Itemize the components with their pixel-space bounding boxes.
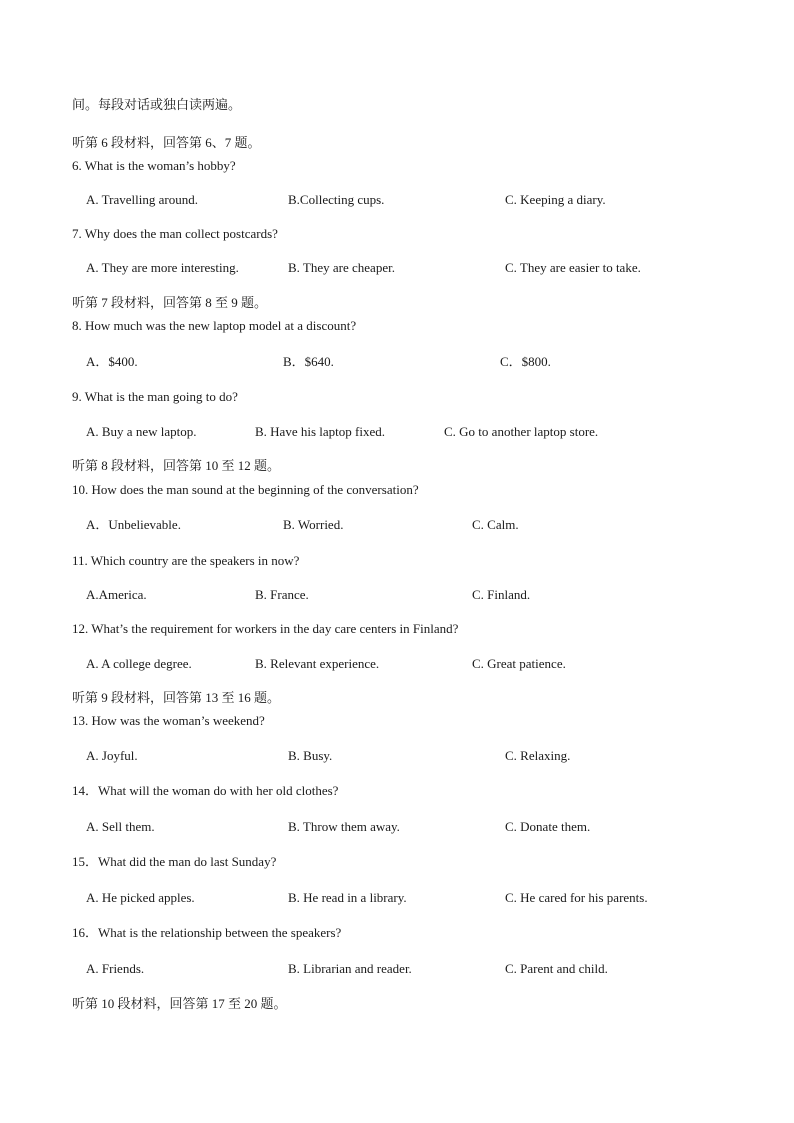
question-15: 15．What did the man do last Sunday? — [72, 854, 277, 869]
option-11c: C. Finland. — [472, 587, 531, 602]
question-7: 7. Why does the man collect postcards? — [72, 226, 278, 241]
option-9c: C. Go to another laptop store. — [444, 424, 599, 439]
option-8c: C．$800. — [500, 354, 551, 369]
option-6a: A. Travelling around. — [86, 192, 198, 207]
option-9a: A. Buy a new laptop. — [86, 424, 197, 439]
option-12a: A. A college degree. — [86, 656, 192, 671]
section-heading-7: 听第 7 段材料，回答第 8 至 9 题。 — [72, 295, 268, 310]
option-7b: B. They are cheaper. — [288, 260, 395, 275]
option-12c: C. Great patience. — [472, 656, 566, 671]
option-14c: C. Donate them. — [505, 819, 591, 834]
option-16b: B. Librarian and reader. — [288, 961, 412, 976]
question-9: 9. What is the man going to do? — [72, 389, 238, 404]
question-12: 12. What’s the requirement for workers in the day care centers in Finland? — [72, 621, 459, 636]
option-8a: A．$400. — [86, 354, 138, 369]
section-heading-8: 听第 8 段材料，回答第 10 至 12 题。 — [72, 458, 281, 473]
option-11a: A.America. — [86, 587, 147, 602]
option-6b: B.Collecting cups. — [288, 192, 385, 207]
option-16a: A. Friends. — [86, 961, 145, 976]
option-11b: B. France. — [255, 587, 309, 602]
option-8b: B．$640. — [283, 354, 334, 369]
option-7a: A. They are more interesting. — [86, 260, 239, 275]
question-14: 14．What will the woman do with her old clothes? — [72, 783, 339, 798]
section-heading-6: 听第 6 段材料，回答第 6、7 题。 — [72, 135, 261, 150]
option-13c: C. Relaxing. — [505, 748, 571, 763]
section-heading-9: 听第 9 段材料，回答第 13 至 16 题。 — [72, 690, 281, 705]
question-13: 13. How was the woman’s weekend? — [72, 713, 265, 728]
option-10b: B. Worried. — [283, 517, 344, 532]
option-14a: A. Sell them. — [86, 819, 155, 834]
intro-text: 间。每段对话或独白读两遍。 — [72, 97, 242, 112]
question-16: 16．What is the relationship between the speakers? — [72, 925, 342, 940]
question-8: 8. How much was the new laptop model at a discount? — [72, 318, 357, 333]
option-15b: B. He read in a library. — [288, 890, 407, 905]
option-7c: C. They are easier to take. — [505, 260, 641, 275]
question-6: 6. What is the woman’s hobby? — [72, 158, 236, 173]
option-15c: C. He cared for his parents. — [505, 890, 648, 905]
question-10: 10. How does the man sound at the beginning of the conversation? — [72, 482, 419, 497]
option-15a: A. He picked apples. — [86, 890, 195, 905]
section-heading-10: 听第 10 段材料，回答第 17 至 20 题。 — [72, 996, 287, 1011]
question-11: 11. Which country are the speakers in now? — [72, 553, 300, 568]
option-6c: C. Keeping a diary. — [505, 192, 606, 207]
option-10a: A．Unbelievable. — [86, 517, 181, 532]
option-13b: B. Busy. — [288, 748, 333, 763]
option-14b: B. Throw them away. — [288, 819, 400, 834]
option-9b: B. Have his laptop fixed. — [255, 424, 385, 439]
option-10c: C. Calm. — [472, 517, 519, 532]
option-12b: B. Relevant experience. — [255, 656, 380, 671]
option-16c: C. Parent and child. — [505, 961, 608, 976]
option-13a: A. Joyful. — [86, 748, 138, 763]
